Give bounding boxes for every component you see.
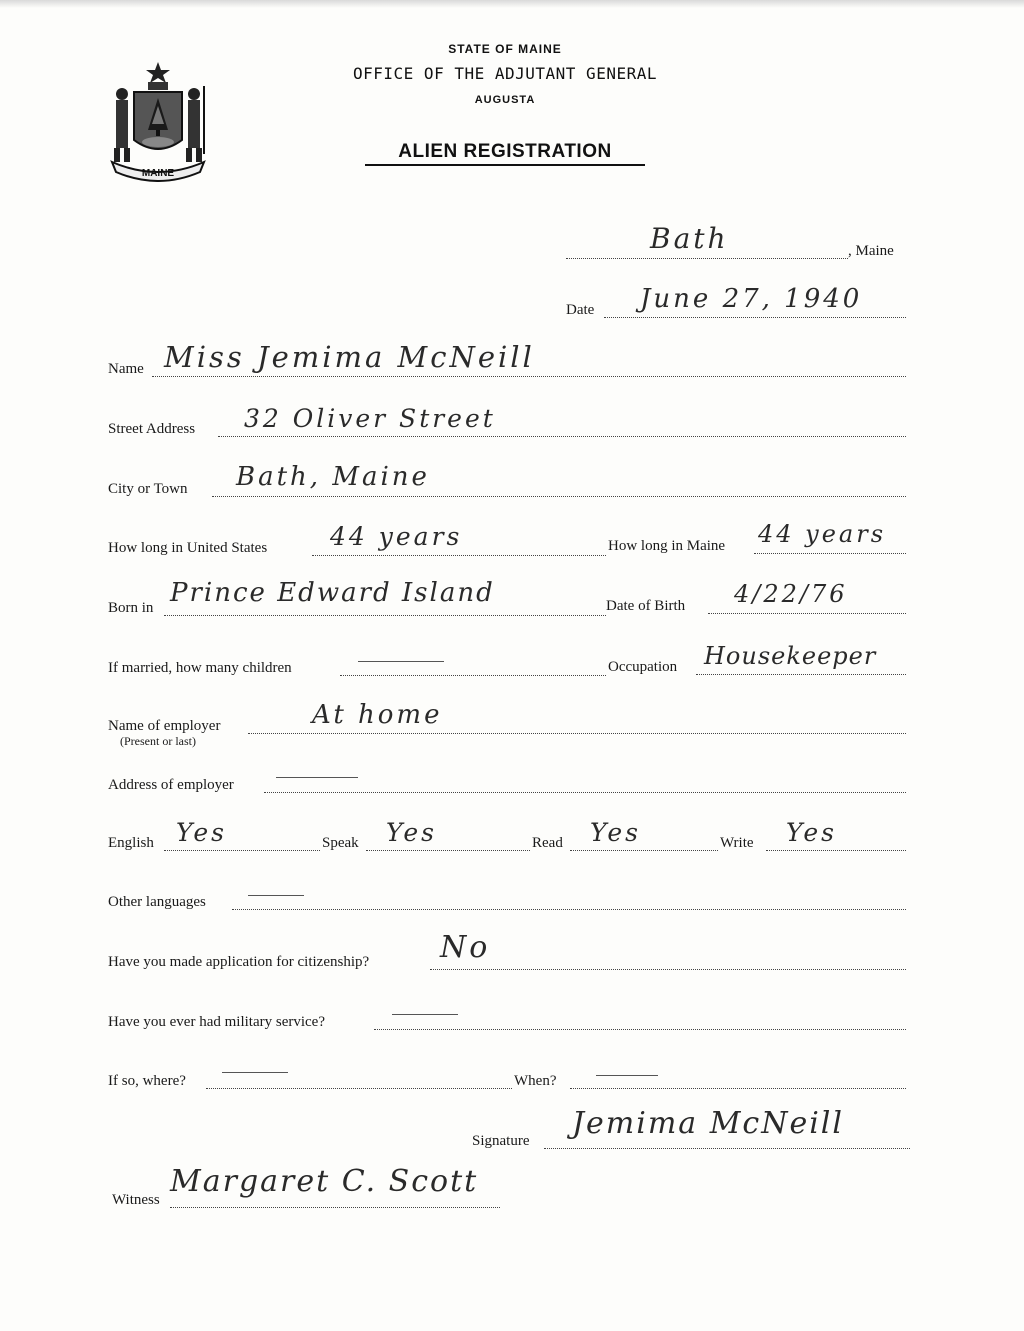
english-label: English: [108, 835, 154, 851]
date-label: Date: [566, 302, 595, 318]
header-city: AUGUSTA: [474, 94, 536, 106]
witness-label: Witness: [112, 1192, 160, 1208]
employer-address-label: Address of employer: [108, 777, 234, 793]
read-line: [570, 850, 718, 851]
write-value: Yes: [786, 818, 837, 847]
us-duration-value: 44 years: [330, 522, 463, 551]
us-duration-label: How long in United States: [108, 540, 268, 556]
children-line: [340, 675, 606, 676]
header-office: OFFICE OF THE ADJUTANT GENERAL: [353, 64, 657, 83]
children-dash: [358, 661, 444, 662]
speak-value: Yes: [386, 818, 437, 847]
employer-value: At home: [312, 700, 443, 730]
name-line: [152, 376, 906, 377]
write-label: Write: [720, 835, 754, 851]
other-languages-line: [232, 909, 906, 910]
maine-duration-label: How long in Maine: [608, 538, 726, 554]
read-value: Yes: [590, 818, 641, 847]
english-line: [164, 850, 320, 851]
street-line: [218, 436, 906, 437]
dob-line: [708, 613, 906, 614]
write-line: [766, 850, 906, 851]
employer-label: Name of employer: [108, 718, 221, 734]
date-line: [604, 317, 906, 318]
street-label: Street Address: [108, 421, 196, 437]
other-languages-label: Other languages: [108, 894, 206, 910]
employer-line: [248, 733, 906, 734]
when-line: [570, 1088, 906, 1089]
employer-sublabel: (Present or last): [120, 734, 196, 748]
citizenship-label: Have you made application for citizenship?: [108, 954, 370, 970]
military-dash: [392, 1014, 458, 1015]
maine-duration-line: [754, 553, 906, 554]
scan-edge: [0, 0, 1024, 8]
occupation-label: Occupation: [608, 659, 678, 675]
citizenship-line: [430, 969, 906, 970]
speak-line: [366, 850, 530, 851]
city-line: [212, 496, 906, 497]
where-label: If so, where?: [108, 1073, 186, 1089]
place-suffix: , Maine: [848, 243, 894, 259]
read-label: Read: [532, 835, 563, 851]
dob-value: 4/22/76: [734, 580, 848, 608]
born-line: [164, 615, 606, 616]
svg-text:MAINE: MAINE: [141, 168, 175, 179]
military-line: [374, 1029, 906, 1030]
speak-label: Speak: [322, 835, 359, 851]
signature-value: Jemima McNeill: [572, 1106, 844, 1141]
children-label: If married, how many children: [108, 660, 292, 676]
where-line: [206, 1088, 512, 1089]
form-title: ALIEN REGISTRATION: [365, 141, 645, 166]
name-label: Name: [108, 361, 144, 377]
city-label: City or Town: [108, 481, 188, 497]
english-value: Yes: [176, 818, 227, 847]
when-label: When?: [514, 1073, 557, 1089]
occupation-line: [696, 674, 906, 675]
where-dash: [222, 1072, 288, 1073]
when-dash: [596, 1075, 658, 1076]
maine-duration-value: 44 years: [758, 520, 887, 548]
witness-value: Margaret C. Scott: [170, 1164, 479, 1199]
born-label: Born in: [108, 600, 154, 616]
employer-address-dash: [276, 777, 358, 778]
born-value: Prince Edward Island: [170, 578, 495, 608]
citizenship-value: No: [440, 930, 491, 965]
us-duration-line: [312, 555, 606, 556]
signature-label: Signature: [472, 1133, 530, 1149]
place-value: Bath: [650, 222, 729, 255]
witness-line: [170, 1207, 500, 1208]
other-languages-dash: [248, 895, 304, 896]
date-value: June 27, 1940: [640, 284, 863, 314]
occupation-value: Housekeeper: [704, 642, 877, 670]
header-state: STATE OF MAINE: [448, 42, 562, 56]
military-label: Have you ever had military service?: [108, 1014, 325, 1030]
signature-line: [544, 1148, 910, 1149]
name-value: Miss Jemima McNeill: [164, 340, 535, 374]
street-value: 32 Oliver Street: [244, 404, 496, 433]
dob-label: Date of Birth: [606, 598, 686, 614]
employer-address-line: [264, 792, 906, 793]
place-line: [566, 258, 848, 259]
city-value: Bath, Maine: [236, 462, 430, 492]
